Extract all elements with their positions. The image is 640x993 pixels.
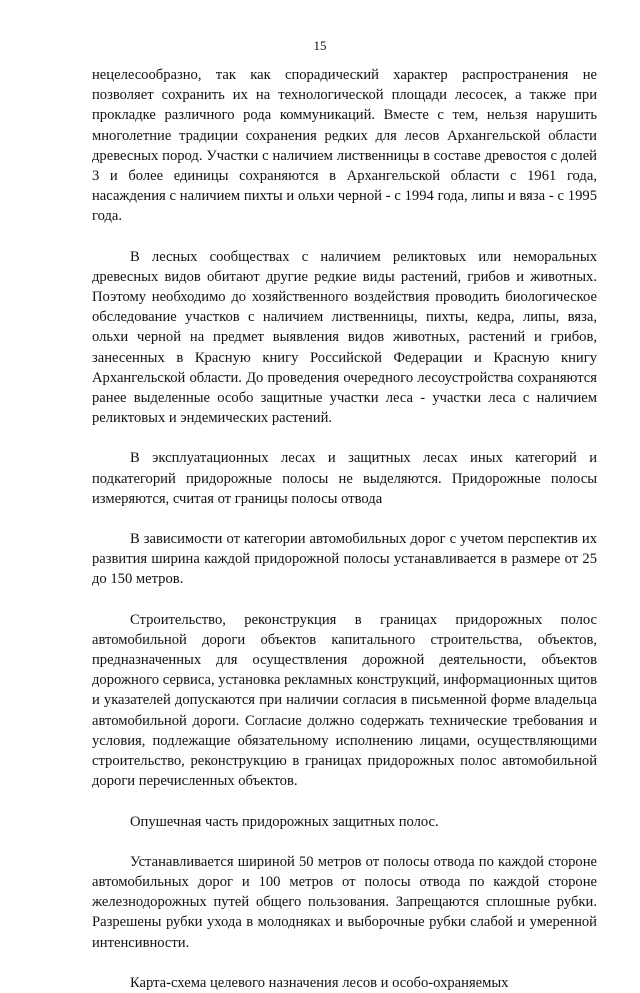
- paragraph-edge-heading: Опушечная часть придорожных защитных полос.: [130, 813, 439, 830]
- paragraph-continuation: нецелесообразно, так как спорадический характер распространения не позволяет сохранить их на технологической площади лесосек, а также при прокладке различного рода коммуникаций. Вместе с тем, нельзя нарушить многолетние традиции сохранения редких для лесов Архангельской области древесных пород. Участки с наличием лиственницы в составе древостоя с долей 3 и более единицы сохраняются в Архангельской области с 1961 года, насаждения с наличием пихты и ольхи черной - с 1994 года, липы и вяза - с 1995 года.: [92, 67, 597, 225]
- paragraph-construction: Строительство, реконструкция в границах придорожных полос автомобильной дороги объектов капитального строительства, объектов, предназначенных для осуществления дорожной деятельности, объектов дорожного сервиса, установка рекламных конструкций, информационных щитов и указателей допускаются при наличии согласия в письменной форме владельца автомобильной дороги. Согласие должно содержать технические требования и условия, подлежащие обязательному исполнению лицами, осуществляющими строительство, реконструкцию в границах придорожных полос автомобильной дороги перечисленных объектов.: [92, 611, 597, 790]
- document-body: [92, 65, 597, 993]
- paragraph-relict-species: В лесных сообществах с наличием реликтовых или неморальных древесных видов обитают другие редкие виды растений, грибов и животных. Поэтому необходимо до хозяйственного воздействия проводить биологическое обследование участков с наличием лиственницы, пихты, кедра, липы, вяза, ольхи черной на предмет выявления видов животных, растений и грибов, занесенных в Красную книгу Российской Федерации и Красную книгу Архангельской области. До проведения очередного лесоустройства сохраняются ранее выделенные особо защитные участки леса - участки леса с наличием реликтовых и эндемических растений.: [92, 248, 597, 427]
- paragraph-map-scheme: Карта-схема целевого назначения лесов и особо-охраняемых: [130, 974, 509, 991]
- paragraph-strip-width: В зависимости от категории автомобильных дорог с учетом перспектив их развития ширина каждой придорожной полосы устанавливается в размере от 25 до 150 метров.: [92, 531, 597, 588]
- page-number: 15: [313, 38, 327, 53]
- paragraph-edge-width: Устанавливается шириной 50 метров от полосы отвода по каждой стороне автомобильных дорог и 100 метров от полосы отвода по каждой стороне железнодорожных путей общего пользования. Запрещаются сплошные рубки. Разрешены рубки ухода в молодняках и выборочные рубки слабой и умеренной интенсивности.: [92, 853, 597, 951]
- paragraph-roadside-strips: В эксплуатационных лесах и защитных лесах иных категорий и подкатегорий придорожные полосы не выделяются. Придорожные полосы измеряются, считая от границы полосы отвода: [92, 450, 597, 507]
